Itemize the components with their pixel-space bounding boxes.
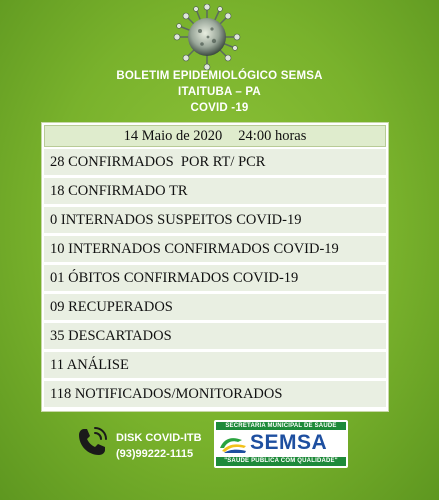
logo-slogan: "SAÚDE PÚBLICA COM QUALIDADE" bbox=[216, 457, 346, 466]
report-time: 24:00 horas bbox=[238, 128, 307, 144]
logo-mid bbox=[216, 432, 346, 454]
stat-under-analysis: 11 ANÁLISE bbox=[44, 352, 386, 378]
hotline-label: DISK COVID-ITB bbox=[116, 432, 202, 444]
stat-discarded: 35 DESCARTADOS bbox=[44, 323, 386, 349]
logo-emblem-icon bbox=[218, 432, 248, 454]
stat-confirmed-tr: 18 CONFIRMADO TR bbox=[44, 178, 386, 204]
stat-hospitalized-confirmed: 10 INTERNADOS CONFIRMADOS COVID-19 bbox=[44, 236, 386, 262]
bulletin-city: ITAITUBA – PA bbox=[178, 86, 261, 98]
logo-wordmark: SEMSA bbox=[250, 431, 328, 454]
report-date: 14 Maio de 2020 bbox=[123, 128, 223, 144]
logo-top-banner: SECRETARIA MUNICIPAL DE SAÚDE bbox=[216, 422, 346, 430]
bulletin-header bbox=[0, 68, 439, 116]
stat-confirmed-rt-pcr: 28 CONFIRMADOS POR RT/ PCR bbox=[44, 149, 386, 175]
semsa-logo bbox=[214, 420, 348, 468]
hotline bbox=[116, 430, 202, 462]
stat-notified-monitored: 118 NOTIFICADOS/MONITORADOS bbox=[44, 381, 386, 407]
bulletin-title: BOLETIM EPIDEMIOLÓGICO SEMSA bbox=[116, 70, 323, 82]
date-row bbox=[44, 125, 386, 147]
stat-recovered: 09 RECUPERADOS bbox=[44, 294, 386, 320]
phone-icon bbox=[74, 424, 110, 460]
stat-deaths: 01 ÓBITOS CONFIRMADOS COVID-19 bbox=[44, 265, 386, 291]
statistics-board bbox=[41, 122, 389, 412]
virus-icon bbox=[172, 4, 242, 70]
statistics-list bbox=[44, 149, 386, 410]
hotline-phone: (93)99222-1115 bbox=[116, 448, 194, 460]
bulletin-subject: COVID -19 bbox=[190, 102, 249, 114]
stat-hospitalized-suspected: 0 INTERNADOS SUSPEITOS COVID-19 bbox=[44, 207, 386, 233]
